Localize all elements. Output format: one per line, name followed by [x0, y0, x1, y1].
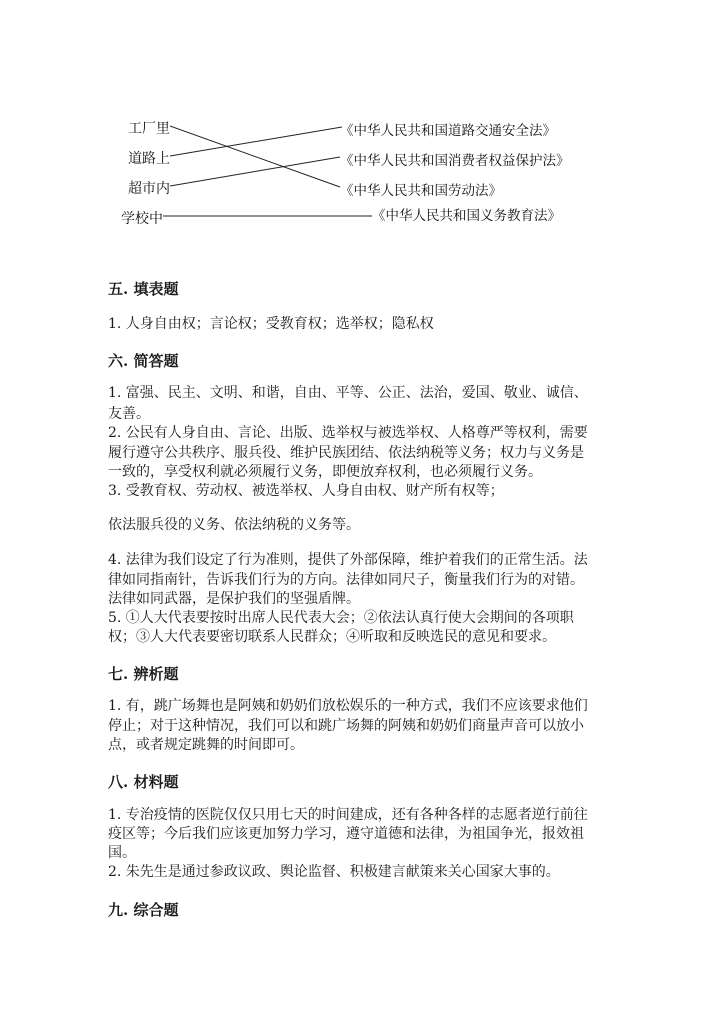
section-6-line-7: 依法服兵役的义务、依法纳税的义务等。 [108, 517, 360, 533]
section-6-heading: 六. 简答题 [108, 352, 179, 370]
section-9-heading: 九. 综合题 [108, 901, 179, 919]
section-7-line-1: 1. 有，跳广场舞也是阿姨和奶奶们放松娱乐的一种方式，我们不应该要求他们 [108, 698, 588, 714]
section-6-line-9: 律如同指南针，告诉我们行为的方向。法律如同尺子，衡量我们行为的对错。 [108, 572, 584, 588]
section-6-line-5: 一致的，享受权利就必须履行义务，即便放弃权利，也必须履行义务。 [108, 464, 542, 480]
section-8-line-4: 2. 朱先生是通过参政议政、舆论监督、积极建言献策来关心国家大事的。 [108, 864, 560, 880]
section-7-line-2: 停止；对于这种情况，我们可以和跳广场舞的阿姨和奶奶们商量声音可以放小 [108, 718, 584, 734]
section-6-line-12: 权；③人大代表要密切联系人民群众；④听取和反映选民的意见和要求。 [108, 629, 556, 645]
section-6-line-8: 4. 法律为我们设定了行为准则，提供了外部保障，维护着我们的正常生活。法 [108, 552, 588, 568]
section-7-line-3: 点，或者规定跳舞的时间即可。 [108, 737, 304, 753]
section-8-line-1: 1. 专治疫情的医院仅仅只用七天的时间建成，还有各种各样的志愿者逆行前往 [108, 807, 588, 823]
section-6-line-11: 5. ①人大代表要按时出席人民代表大会；②依法认真行使大会期间的各项职 [108, 610, 574, 626]
section-6-line-6: 3. 受教育权、劳动权、被选举权、人身自由权、财产所有权等； [108, 483, 504, 499]
match-left-market: 超市内 [128, 181, 170, 197]
section-5-heading: 五. 填表题 [108, 280, 179, 298]
match-right-traffic-law: 《中华人民共和国道路交通安全法》 [340, 123, 556, 139]
section-6-line-10: 法律如同武器，是保护我们的坚强盾牌。 [108, 591, 360, 607]
match-right-education-law: 《中华人民共和国义务教育法》 [372, 208, 561, 224]
section-6-line-2: 友善。 [108, 406, 150, 422]
section-7-heading: 七. 辨析题 [108, 665, 179, 683]
section-8-line-2: 疫区等；今后我们应该更加努力学习，遵守道德和法律，为祖国争光，报效祖 [108, 826, 584, 842]
match-left-factory: 工厂里 [128, 121, 170, 137]
match-left-school: 学校中 [121, 211, 163, 227]
section-6-line-1: 1. 富强、民主、文明、和谐，自由、平等、公正、法治，爱国、敬业、诚信、 [108, 385, 588, 401]
match-line-market-consumer [170, 157, 340, 186]
match-line-road-traffic [170, 127, 342, 156]
section-8-line-3: 国。 [108, 845, 136, 861]
match-right-consumer-law: 《中华人民共和国消费者权益保护法》 [340, 153, 570, 169]
match-right-labor-law: 《中华人民共和国劳动法》 [340, 183, 502, 199]
match-left-road: 道路上 [128, 151, 170, 167]
match-line-factory-labor [170, 126, 340, 187]
section-6-line-3: 2. 公民有人身自由、言论、出版、选举权与被选举权、人格尊严等权利，需要 [108, 425, 588, 441]
section-6-line-4: 履行遵守公共秩序、服兵役、维护民族团结、依法纳税等义务；权力与义务是 [108, 445, 584, 461]
section-5-line-1: 1. 人身自由权；言论权；受教育权；选举权；隐私权 [108, 316, 434, 332]
section-8-heading: 八. 材料题 [108, 773, 179, 791]
